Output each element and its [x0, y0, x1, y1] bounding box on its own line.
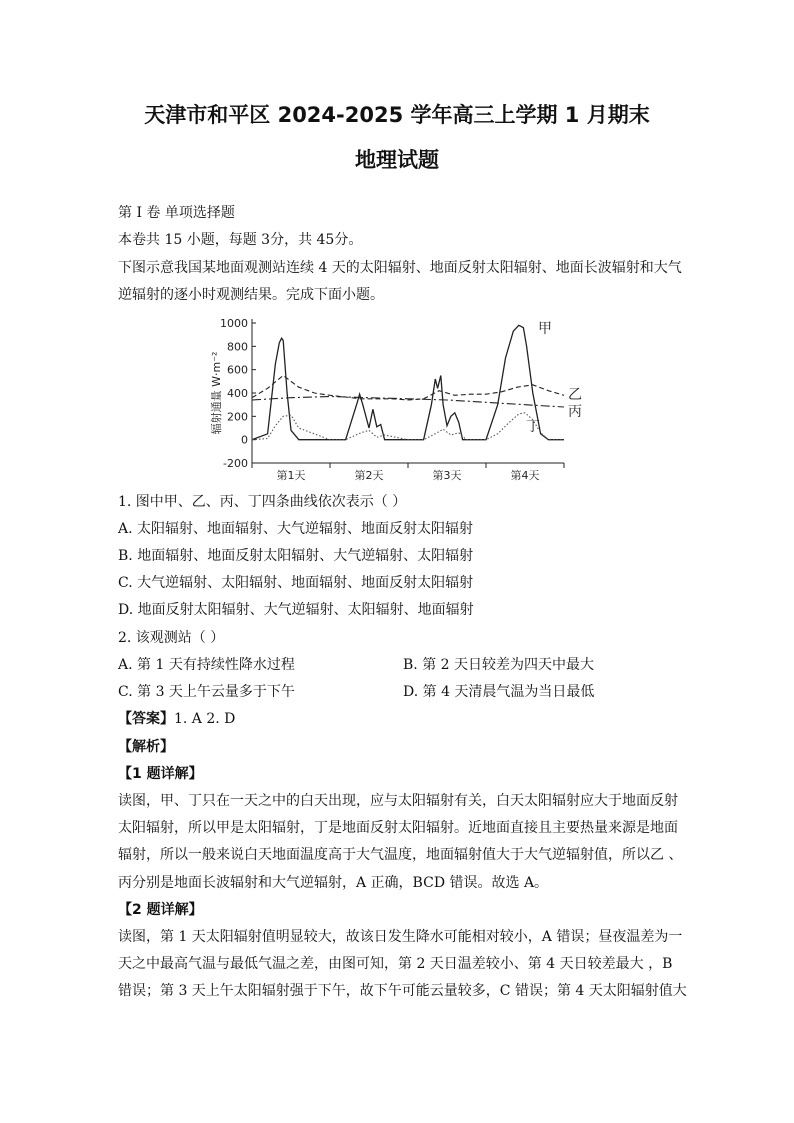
q2-option-d: D. 第 4 天清晨气温为当日最低 [403, 684, 595, 700]
series-label-2: 乙 [568, 387, 582, 403]
section-info: 本卷共 15 小题，每题 3分，共 45分。 [118, 232, 363, 248]
document-subtitle: 地理试题 [355, 148, 439, 172]
q1-analysis-line-3: 辐射，所以一般来说白天地面温度高于大气温度，地面辐射值大于大气逆辐射值，所以乙 、 [118, 847, 683, 863]
intro-line-1: 下图示意我国某地面观测站连续 4 天的太阳辐射、地面反射太阳辐射、地面长波辐射和大气 [118, 260, 682, 276]
series-line-2 [252, 376, 564, 401]
q2-analysis-line-1: 读图，第 1 天太阳辐射值明显较大，故该日发生降水可能相对较小，A 错误；昼夜温差为一 [118, 929, 683, 945]
series-line-1 [252, 325, 564, 439]
intro-line-2: 逆辐射的逐小时观测结果。完成下面小题。 [118, 287, 384, 303]
y-axis-label: 辐射通量 W·m⁻² [210, 351, 223, 435]
q2-analysis-line-2: 天之中最高气温与最低气温之差，由图可知，第 2 天日温差较小、第 4 天日较差最大 ，B [118, 956, 673, 972]
radiation-chart [208, 315, 588, 485]
document-title: 天津市和平区 2024-2025 学年高三上学期 1 月期末 [144, 103, 650, 127]
q2-option-c: C. 第 3 天上午云量多于下午 [118, 684, 295, 700]
x-tick-label: 第4天 [510, 469, 540, 482]
q1-option-c: C. 大气逆辐射、太阳辐射、地面辐射、地面反射太阳辐射 [118, 575, 474, 591]
q1-analysis-line-4: 丙分别是地面长波辐射和大气逆辐射，A 正确，BCD 错误。故选 A。 [118, 875, 549, 891]
q1-option-b: B. 地面辐射、地面反射太阳辐射、大气逆辐射、太阳辐射 [118, 548, 474, 564]
q1-analysis-line-1: 读图，甲、丁只在一天之中的白天出现，应与太阳辐射有关，白天太阳辐射应大于地面反射 [118, 793, 678, 809]
q1-option-d: D. 地面反射太阳辐射、大气逆辐射、太阳辐射、地面辐射 [118, 602, 474, 618]
y-tick-label: 400 [227, 387, 248, 400]
answer-text: 1. A 2. D [174, 711, 236, 727]
question-1: 1. 图中甲、乙、丙、丁四条曲线依次表示（ ） [118, 494, 407, 510]
y-tick-label: 600 [227, 363, 248, 377]
q2-analysis-line-3: 错误；第 3 天上午太阳辐射强于下午，故下午可能云量较多，C 错误；第 4 天太阳辐射值大 [118, 983, 687, 999]
x-tick-label: 第2天 [354, 469, 384, 482]
q1-analysis-line-2: 太阳辐射，所以甲是太阳辐射，丁是地面反射太阳辐射。近地面直接且主要热量来源是地面 [118, 820, 678, 836]
section-heading: 第 I 卷 单项选择题 [118, 205, 235, 221]
answer-line [118, 709, 235, 729]
series-label-4: 丁 [526, 419, 540, 435]
q1-option-a: A. 太阳辐射、地面辐射、大气逆辐射、地面反射太阳辐射 [118, 521, 474, 537]
series-line-4 [252, 413, 564, 440]
series-label-1: 甲 [538, 321, 552, 337]
x-tick-label: 第3天 [432, 469, 462, 482]
q2-option-b: B. 第 2 天日较差为四天中最大 [403, 657, 594, 673]
y-tick-label: 1000 [220, 317, 248, 330]
y-tick-label: 0 [241, 433, 248, 447]
q1-analysis-label: 【1 题详解】 [118, 766, 203, 782]
series-line-3 [252, 397, 564, 408]
question-2: 2. 该观测站（ ） [118, 630, 225, 646]
y-tick-label: 200 [227, 410, 248, 424]
series-label-3: 丙 [568, 404, 582, 420]
answer-label: 【答案】 [118, 711, 174, 727]
analysis-label: 【解析】 [118, 739, 174, 755]
y-tick-label: 800 [227, 340, 248, 354]
x-tick-label: 第1天 [276, 469, 306, 482]
q2-analysis-label: 【2 题详解】 [118, 902, 203, 918]
y-tick-label: -200 [223, 457, 248, 470]
q2-option-a: A. 第 1 天有持续性降水过程 [118, 657, 295, 673]
